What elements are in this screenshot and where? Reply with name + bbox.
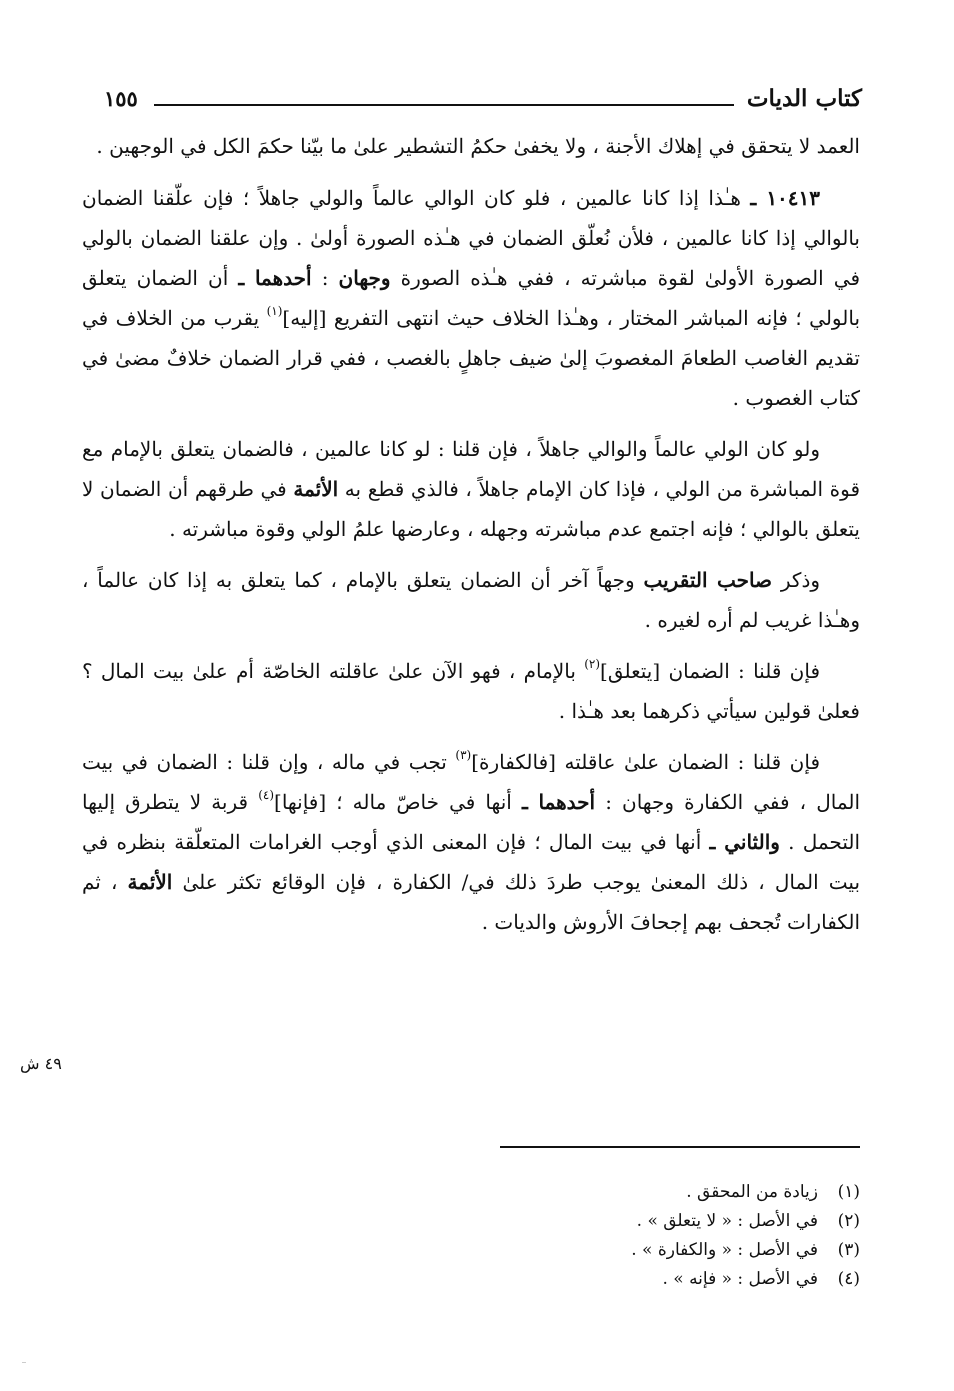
paragraph-3-text-b: في طرقهم أن الضمان لا يتعلق بالوالي ؛ فإنه اجتمع عدم مباشرته وجهله ، وعارضها علمُ الولي وقوة مباشرته . [82,477,860,541]
paragraph-2-bold-b: أحدهما ـ [238,266,312,290]
paragraph-4-text-a: وذكر [780,568,821,592]
paragraph-6 [82,742,860,942]
running-header [104,84,862,118]
footnote-rule [500,1146,860,1148]
footnote-ref-2: (٢) [584,657,601,671]
paragraph-6-bold-a: أحدهما ـ [521,790,596,814]
paragraph-3-bold-a: الأئمة [293,477,339,501]
paragraph-3 [82,429,860,549]
footnote-2-number: (٢) [837,1211,860,1231]
paragraph-6-text-b: تجب في ماله ، وإن قلنا : الضمان في بيت المال ، ففي الكفارة وجهان : [82,750,861,814]
paragraph-1-text: العمد لا يتحقق في إهلاك الأجنة ، ولا يخفىٰ حكمُ التشطير علىٰ ما بيّنا حكمَ الكل في الوجهين . [96,134,860,158]
paragraph-3-text-a: ولو كان الولي عالماً والوالي جاهلاً ، فإن قلنا : لو كانا عالمين ، فالضمان يتعلق بالإمام مع قوة المباشرة من الولي ، فإذا كان الإمام جاهلاً ، فالذي قطع به [82,437,861,501]
footnote-1-number: (١) [837,1182,860,1202]
manuscript-folio-note: ٤٩ ش [20,1054,62,1073]
paragraph-6-bold-b: والثاني ـ [709,830,780,854]
footnote-ref-4: (٤) [258,788,275,802]
paragraph-5 [82,651,860,731]
footnotes [100,1178,860,1294]
footnote-4 [100,1265,860,1294]
paragraph-2-text-b: : [321,266,329,290]
page-number: ١٥٥ [104,86,138,111]
footnote-1-text: زيادة من المحقق . [686,1182,818,1202]
paragraph-6-text-e: أنها في بيت المال ؛ فإن المعنى الذي أوجب الغرامات المتعلّقة بنظره في بيت المال ، ذلك المعنىٰ يوجب طردَ ذلك في/ الكفارة ، فإن الوقائع تكثر علىٰ [82,830,861,894]
footnote-3-text: في الأصل : « والكفارة » . [631,1240,818,1260]
paragraph-2-bold-a: وجهان [338,266,391,290]
paragraph-2-text-d: يقرب من الخلاف في تقديم الغاصب الطعامَ المغصوبَ إلىٰ ضيف جاهلٍ بالغصب ، ففي قرار الضمان خلافٌ مضىٰ في كتاب الغصوب . [82,306,860,410]
footnote-2-text: في الأصل : « لا يتعلق » . [636,1211,818,1231]
scan-speck [22,1362,26,1363]
main-text [82,126,860,953]
paragraph-2 [82,178,860,418]
paragraph-6-text-c: أنها في خاصّ ماله ؛ [فإنها] [274,790,512,814]
issue-number: ١٠٤١٣ ـ [750,186,821,210]
footnote-4-text: في الأصل : « فإنه » . [662,1269,818,1289]
paragraph-4-text-b: وجهاً آخر أن الضمان يتعلق بالإمام ، كما يتعلق به إذا كان عالماً ، وهـٰذا غريب لم أره لغيره . [82,568,860,632]
paragraph-6-text-a: فإن قلنا : الضمان علىٰ عاقلته [فالكفارة] [471,750,821,774]
footnote-2 [100,1207,860,1236]
footnote-1 [100,1178,860,1207]
footnote-ref-1: (١) [266,304,283,318]
paragraph-4 [82,560,860,640]
paragraph-1 [82,126,860,166]
paragraph-6-bold-c: الأئمة [127,870,173,894]
paragraph-2-text-c: أن الضمان يتعلق بالولي ؛ فإنه المباشر المختار ، وهـٰذا الخلاف حيث انتهى التفريع [إليه] [82,266,861,330]
footnote-4-number: (٤) [837,1269,860,1289]
chapter-title: كتاب الديات [746,85,862,112]
paragraph-5-text-a: فإن قلنا : الضمان [يتعلق] [600,659,820,683]
header-rule [154,104,734,106]
paragraph-2-text-a: هـٰذا إذا كانا عالمين ، فلو كان الوالي عالماً والولي جاهلاً ؛ فإن علّقنا الضمان بالوالي إذا كانا عالمين ، فلأن نُعلّق الضمان في هـٰذه الصورة أولىٰ . وإن علقنا الضمان بالولي في الصورة الأولىٰ لقوة مباشرته ، ففي هـٰذه الصورة [82,186,861,290]
footnote-3 [100,1236,860,1265]
footnote-ref-3: (٣) [455,748,472,762]
paragraph-4-bold-a: صاحب التقريب [643,568,773,592]
paragraph-6-text-f: ، ثم الكفارات تُجحف بهم إجحافَ الأروش والديات . [82,870,860,934]
paragraph-6-text-d: قربة لا يتطرق إليها التحمل . [82,790,861,854]
paragraph-5-text-b: بالإمام ، فهو الآن علىٰ عاقلته الخاصّة أم علىٰ بيت المال ؟ فعلىٰ قولين سيأتي ذكرهما بعد هـٰذا . [82,659,860,723]
footnote-3-number: (٣) [837,1240,860,1260]
